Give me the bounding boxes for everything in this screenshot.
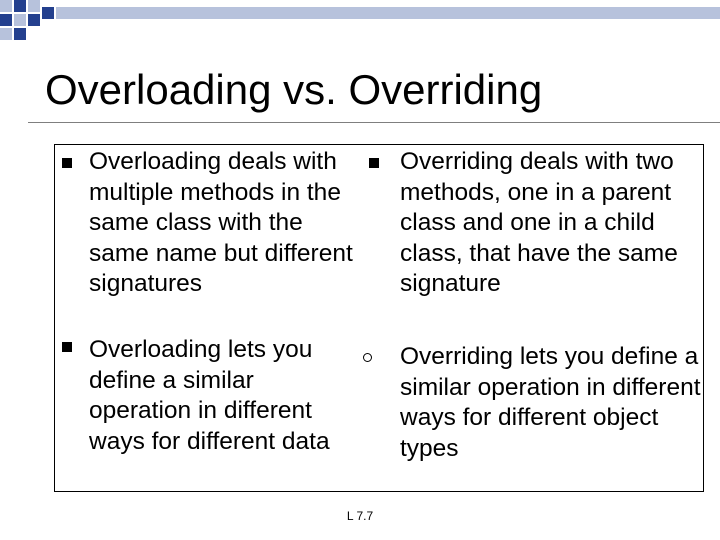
hollow-circle-bullet-icon — [363, 353, 372, 362]
right-bullet-overriding-purpose: Overriding lets you define a similar operation in different ways for different object types — [400, 343, 701, 462]
title-divider — [28, 122, 720, 123]
left-bullet-overloading-purpose: Overloading lets you define a similar operation in different ways for different data — [89, 336, 330, 455]
slide-title: Overloading vs. Overriding — [45, 66, 543, 113]
right-bullet-overriding-definition: Overriding deals with two methods, one in a parent class and one in a child class, that have the same signature — [400, 148, 678, 297]
left-bullet-overloading-definition: Overloading deals with multiple methods in the same class with the same name but different signatures — [89, 148, 353, 297]
square-bullet-icon — [62, 342, 72, 352]
slide-number: L 7.7 — [346, 509, 374, 523]
corner-decoration — [0, 0, 720, 40]
square-bullet-icon — [369, 158, 379, 168]
square-bullet-icon — [62, 158, 72, 168]
